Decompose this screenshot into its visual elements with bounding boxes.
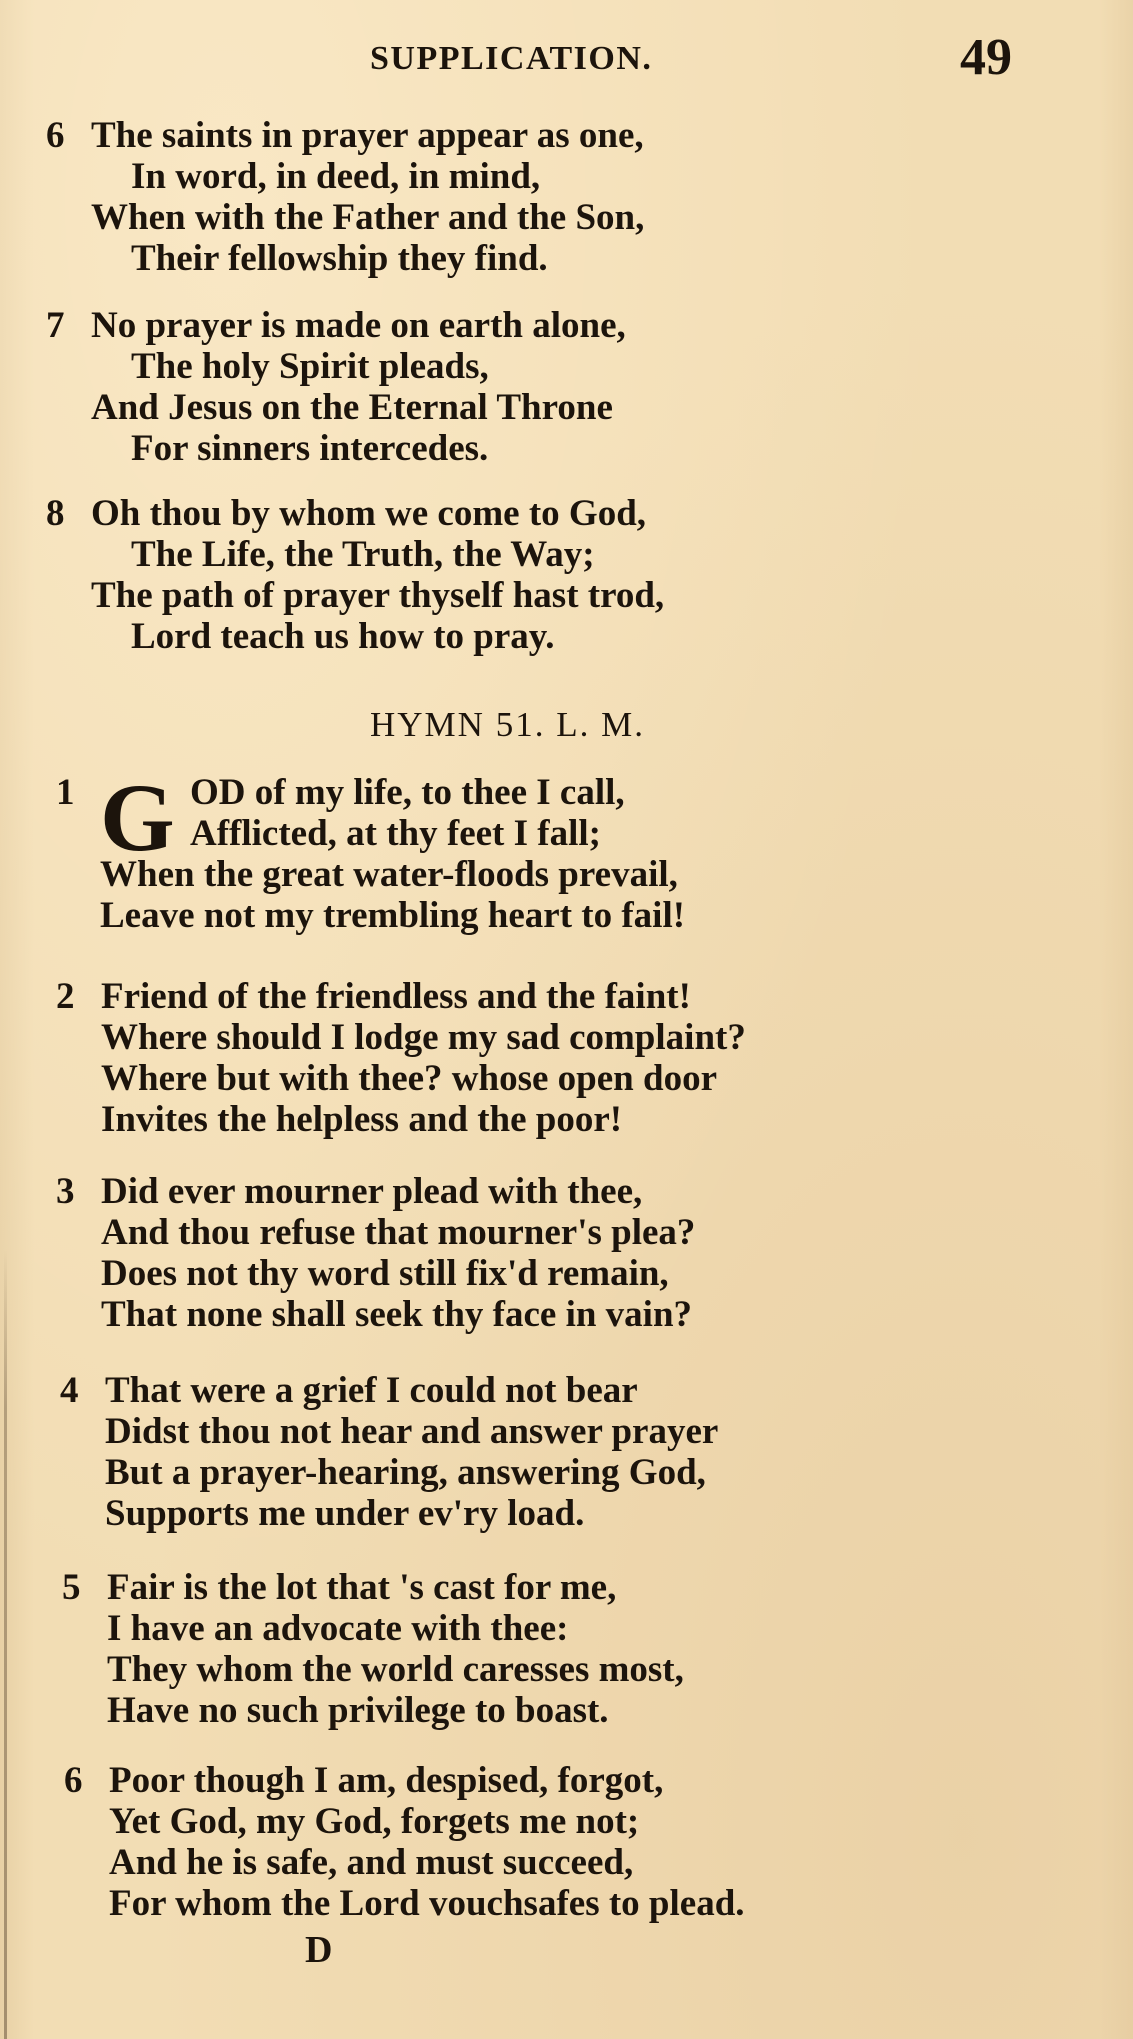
verse-line: The saints in prayer appear as one, — [91, 115, 644, 156]
verse-line: Friend of the friendless and the faint! — [101, 976, 691, 1017]
verse-line: Their fellowship they find. — [131, 238, 548, 279]
verse-line: Afflicted, at thy feet I fall; — [190, 813, 601, 854]
verse-line: When with the Father and the Son, — [91, 197, 645, 238]
hymn-stanza-3 — [56, 1171, 695, 1335]
page-number: 49 — [960, 29, 1012, 86]
stanza-number: 6 — [64, 1760, 83, 1801]
verse-line: For whom the Lord vouchsafes to plead. — [109, 1883, 745, 1924]
verse-line: Have no such privilege to boast. — [107, 1690, 609, 1731]
verse-line: When the great water-floods prevail, — [100, 854, 678, 895]
verse-line: Poor though I am, despised, forgot, — [109, 1760, 664, 1801]
verse-line: The path of prayer thyself hast trod, — [91, 575, 665, 616]
verse-line: Fair is the lot that 's cast for me, — [107, 1567, 617, 1608]
signature-mark: D — [305, 1929, 333, 1971]
prev-stanza-6 — [46, 115, 644, 279]
stanza-number: 6 — [46, 115, 65, 156]
verse-line: Supports me under ev'ry load. — [105, 1493, 585, 1534]
verse-line: I have an advocate with thee: — [107, 1608, 569, 1649]
verse-line: No prayer is made on earth alone, — [91, 305, 626, 346]
verse-line: For sinners intercedes. — [131, 428, 489, 469]
verse-line: Lord teach us how to pray. — [131, 616, 555, 657]
hymn-stanza-4 — [60, 1370, 718, 1534]
stanza-number: 1 — [56, 772, 75, 813]
verse-line: In word, in deed, in mind, — [131, 156, 541, 197]
verse-line: The holy Spirit pleads, — [131, 346, 489, 387]
verse-line: Didst thou not hear and answer prayer — [105, 1411, 719, 1452]
verse-line: Where should I lodge my sad complaint? — [101, 1017, 746, 1058]
drop-cap: G — [100, 764, 175, 871]
hymn-stanza-5 — [62, 1567, 684, 1731]
verse-line: Where but with thee? whose open door — [101, 1058, 717, 1099]
verse-line: Did ever mourner plead with thee, — [101, 1171, 643, 1212]
stanza-number: 2 — [56, 976, 75, 1017]
verse-line: But a prayer-hearing, answering God, — [105, 1452, 706, 1493]
verse-line: And he is safe, and must succeed, — [109, 1842, 634, 1883]
verse-line: And thou refuse that mourner's plea? — [101, 1212, 696, 1253]
verse-line: Yet God, my God, forgets me not; — [109, 1801, 640, 1842]
stanza-number: 5 — [62, 1567, 81, 1608]
verse-line: OD of my life, to thee I call, — [190, 772, 625, 813]
binding-edge — [4, 1250, 7, 2039]
stanza-number: 3 — [56, 1171, 75, 1212]
verse-line: That were a grief I could not bear — [105, 1370, 638, 1411]
hymn-stanza-6 — [64, 1760, 745, 1924]
running-title: SUPPLICATION. — [370, 40, 653, 77]
hymn-stanza-1 — [56, 764, 686, 936]
verse-line: The Life, the Truth, the Way; — [131, 534, 595, 575]
verse-line: Invites the helpless and the poor! — [101, 1099, 623, 1140]
verse-line: Does not thy word still fix'd remain, — [101, 1253, 669, 1294]
prev-stanza-8 — [46, 493, 664, 657]
stanza-number: 4 — [60, 1370, 79, 1411]
verse-line: They whom the world caresses most, — [107, 1649, 684, 1690]
prev-stanza-7 — [46, 305, 626, 469]
verse-line: Leave not my trembling heart to fail! — [100, 895, 686, 936]
hymn-title: HYMN 51. L. M. — [370, 705, 645, 744]
stanza-number: 8 — [46, 493, 65, 534]
verse-line: That none shall seek thy face in vain? — [101, 1294, 693, 1335]
verse-line: And Jesus on the Eternal Throne — [91, 387, 613, 428]
verse-line: Oh thou by whom we come to God, — [91, 493, 647, 534]
stanza-number: 7 — [46, 305, 65, 346]
hymn-stanza-2 — [56, 976, 746, 1140]
